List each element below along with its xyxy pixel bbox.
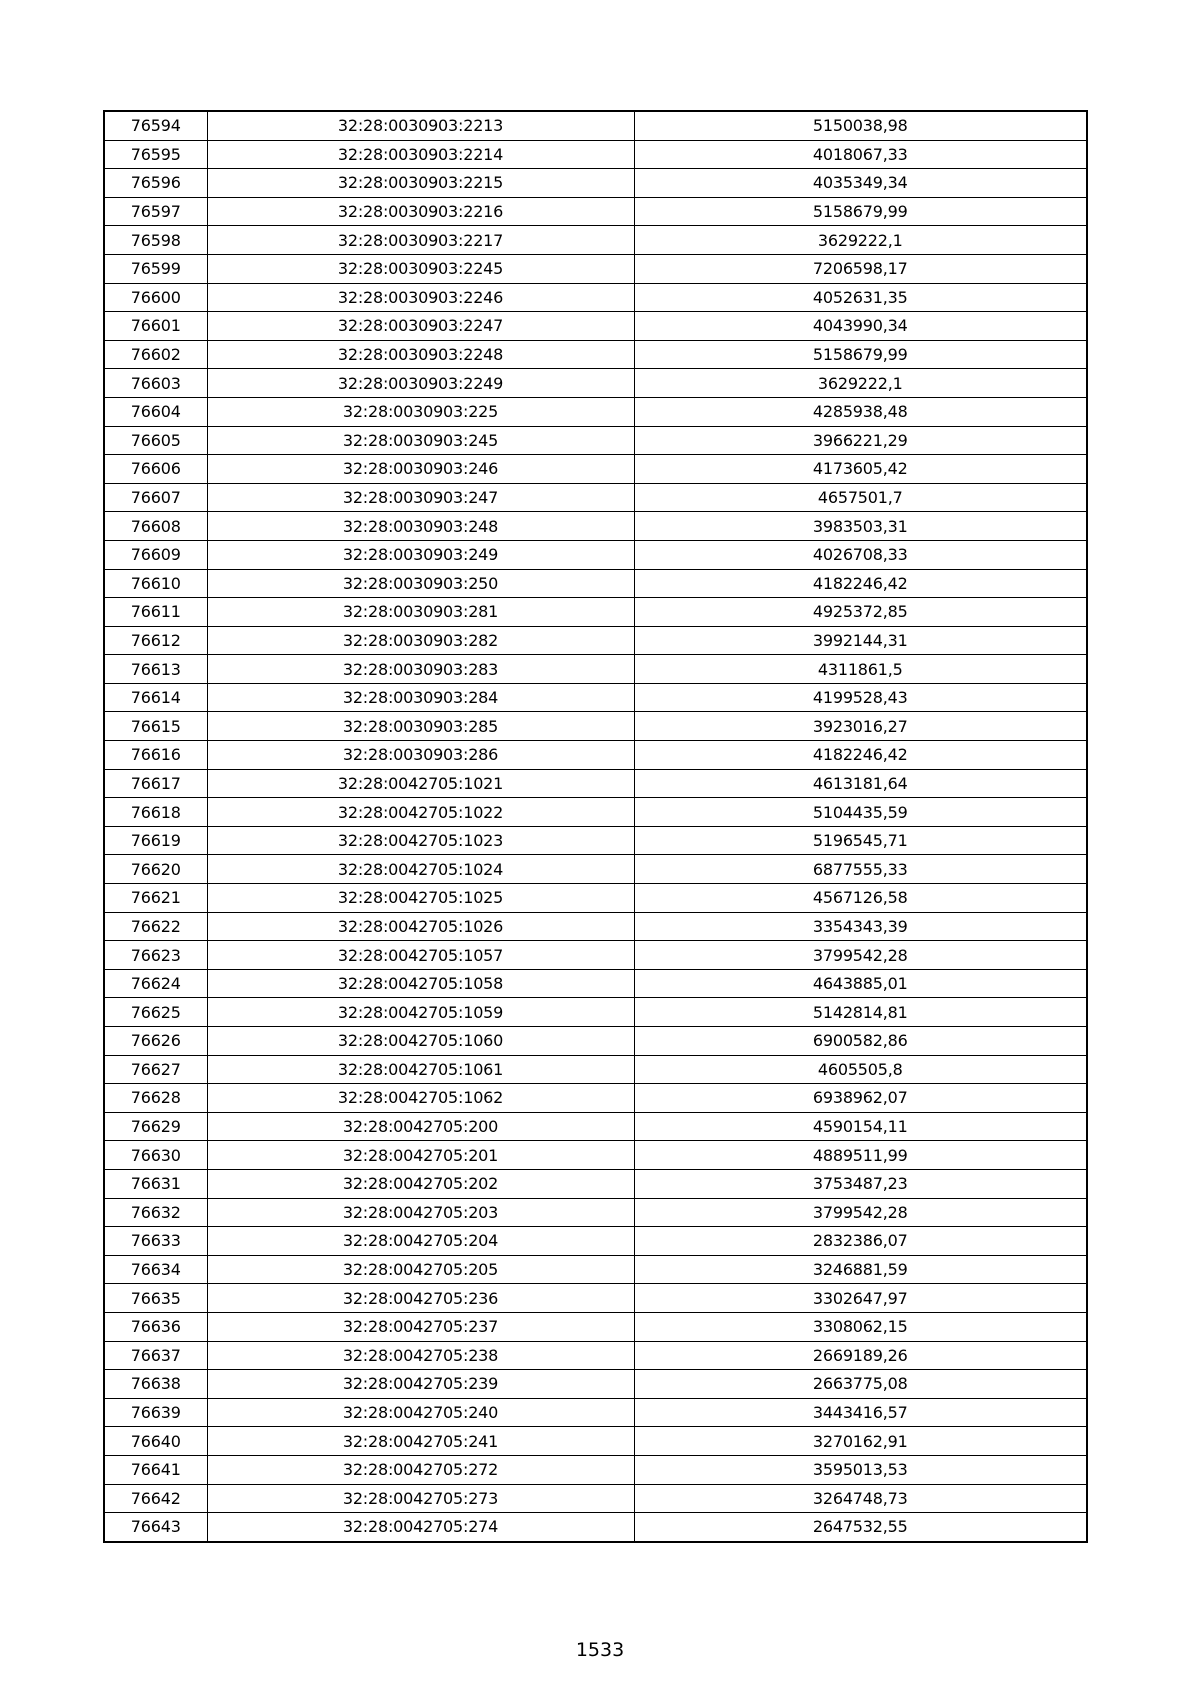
cadastral-value-cell: 3270162,91 [634,1427,1087,1456]
cadastral-number-cell: 32:28:0042705:201 [207,1141,634,1170]
cadastral-value-cell: 3354343,39 [634,912,1087,941]
table-row [104,197,1087,226]
table-row [104,111,1087,140]
cadastral-number-cell: 32:28:0030903:2217 [207,226,634,255]
cadastral-value-cell: 3753487,23 [634,1169,1087,1198]
cadastral-number-cell: 32:28:0030903:282 [207,626,634,655]
cadastral-value-cell: 4052631,35 [634,283,1087,312]
row-number-cell: 76638 [104,1370,207,1399]
cadastral-value-cell: 3302647,97 [634,1284,1087,1313]
cadastral-number-cell: 32:28:0030903:246 [207,455,634,484]
cadastral-value-cell: 4657501,7 [634,483,1087,512]
table-row [104,826,1087,855]
row-number-cell: 76642 [104,1484,207,1513]
table-row [104,1312,1087,1341]
cadastral-number-cell: 32:28:0042705:1024 [207,855,634,884]
cadastral-value-table [103,110,1088,1543]
cadastral-value-cell: 5104435,59 [634,798,1087,827]
cadastral-value-cell: 3629222,1 [634,226,1087,255]
table-row [104,369,1087,398]
row-number-cell: 76602 [104,340,207,369]
table-row [104,655,1087,684]
cadastral-number-cell: 32:28:0042705:1059 [207,998,634,1027]
cadastral-number-cell: 32:28:0030903:286 [207,741,634,770]
cadastral-number-cell: 32:28:0030903:2246 [207,283,634,312]
table-row [104,626,1087,655]
cadastral-value-cell: 4026708,33 [634,540,1087,569]
cadastral-value-cell: 2647532,55 [634,1513,1087,1542]
table-row [104,1284,1087,1313]
cadastral-number-cell: 32:28:0030903:248 [207,512,634,541]
cadastral-value-cell: 3923016,27 [634,712,1087,741]
cadastral-value-cell: 4035349,34 [634,169,1087,198]
cadastral-value-cell: 6938962,07 [634,1084,1087,1113]
table-row [104,512,1087,541]
table-row [104,1027,1087,1056]
cadastral-number-cell: 32:28:0042705:1023 [207,826,634,855]
cadastral-value-cell: 5150038,98 [634,111,1087,140]
row-number-cell: 76607 [104,483,207,512]
row-number-cell: 76616 [104,741,207,770]
row-number-cell: 76634 [104,1255,207,1284]
table-row [104,569,1087,598]
table-row [104,1370,1087,1399]
table-row [104,798,1087,827]
cadastral-number-cell: 32:28:0042705:203 [207,1198,634,1227]
cadastral-number-cell: 32:28:0030903:284 [207,683,634,712]
cadastral-value-cell: 6900582,86 [634,1027,1087,1056]
cadastral-value-cell: 4590154,11 [634,1112,1087,1141]
cadastral-number-cell: 32:28:0042705:1022 [207,798,634,827]
cadastral-value-cell: 7206598,17 [634,254,1087,283]
cadastral-value-cell: 3992144,31 [634,626,1087,655]
cadastral-value-cell: 5142814,81 [634,998,1087,1027]
row-number-cell: 76637 [104,1341,207,1370]
table-row [104,969,1087,998]
table-row [104,254,1087,283]
cadastral-number-cell: 32:28:0030903:225 [207,397,634,426]
row-number-cell: 76641 [104,1455,207,1484]
cadastral-value-cell: 2832386,07 [634,1227,1087,1256]
row-number-cell: 76618 [104,798,207,827]
table-row [104,1484,1087,1513]
cadastral-value-cell: 4285938,48 [634,397,1087,426]
row-number-cell: 76629 [104,1112,207,1141]
row-number-cell: 76615 [104,712,207,741]
table-row [104,1112,1087,1141]
cadastral-value-cell: 4043990,34 [634,312,1087,341]
table-row [104,1198,1087,1227]
cadastral-value-cell: 3595013,53 [634,1455,1087,1484]
cadastral-number-cell: 32:28:0042705:1058 [207,969,634,998]
cadastral-number-cell: 32:28:0030903:2214 [207,140,634,169]
cadastral-number-cell: 32:28:0042705:238 [207,1341,634,1370]
table-row [104,998,1087,1027]
cadastral-value-cell: 3264748,73 [634,1484,1087,1513]
cadastral-number-cell: 32:28:0030903:247 [207,483,634,512]
row-number-cell: 76610 [104,569,207,598]
row-number-cell: 76633 [104,1227,207,1256]
cadastral-number-cell: 32:28:0042705:1057 [207,941,634,970]
cadastral-value-cell: 6877555,33 [634,855,1087,884]
table-row [104,1169,1087,1198]
row-number-cell: 76627 [104,1055,207,1084]
row-number-cell: 76612 [104,626,207,655]
cadastral-number-cell: 32:28:0042705:205 [207,1255,634,1284]
cadastral-value-cell: 2669189,26 [634,1341,1087,1370]
row-number-cell: 76614 [104,683,207,712]
cadastral-value-cell: 4925372,85 [634,598,1087,627]
cadastral-number-cell: 32:28:0042705:274 [207,1513,634,1542]
cadastral-value-cell: 3443416,57 [634,1398,1087,1427]
cadastral-number-cell: 32:28:0030903:2249 [207,369,634,398]
cadastral-value-cell: 4173605,42 [634,455,1087,484]
cadastral-number-cell: 32:28:0042705:272 [207,1455,634,1484]
row-number-cell: 76626 [104,1027,207,1056]
cadastral-number-cell: 32:28:0042705:200 [207,1112,634,1141]
row-number-cell: 76628 [104,1084,207,1113]
row-number-cell: 76622 [104,912,207,941]
row-number-cell: 76640 [104,1427,207,1456]
cadastral-number-cell: 32:28:0030903:285 [207,712,634,741]
row-number-cell: 76598 [104,226,207,255]
cadastral-number-cell: 32:28:0042705:241 [207,1427,634,1456]
cadastral-number-cell: 32:28:0042705:1061 [207,1055,634,1084]
cadastral-number-cell: 32:28:0030903:2248 [207,340,634,369]
cadastral-value-cell: 4605505,8 [634,1055,1087,1084]
cadastral-number-cell: 32:28:0030903:2213 [207,111,634,140]
table-row [104,426,1087,455]
table-row [104,140,1087,169]
row-number-cell: 76606 [104,455,207,484]
cadastral-value-cell: 5158679,99 [634,197,1087,226]
row-number-cell: 76631 [104,1169,207,1198]
cadastral-number-cell: 32:28:0042705:237 [207,1312,634,1341]
row-number-cell: 76608 [104,512,207,541]
cadastral-number-cell: 32:28:0042705:202 [207,1169,634,1198]
cadastral-number-cell: 32:28:0030903:245 [207,426,634,455]
cadastral-value-cell: 3966221,29 [634,426,1087,455]
table-row [104,340,1087,369]
row-number-cell: 76595 [104,140,207,169]
table-row [104,483,1087,512]
cadastral-number-cell: 32:28:0030903:2215 [207,169,634,198]
cadastral-number-cell: 32:28:0042705:240 [207,1398,634,1427]
cadastral-value-cell: 3246881,59 [634,1255,1087,1284]
cadastral-value-cell: 3799542,28 [634,941,1087,970]
table-row [104,1084,1087,1113]
row-number-cell: 76604 [104,397,207,426]
table-row [104,1141,1087,1170]
table-row [104,855,1087,884]
table-row [104,169,1087,198]
row-number-cell: 76639 [104,1398,207,1427]
row-number-cell: 76635 [104,1284,207,1313]
cadastral-value-cell: 4567126,58 [634,884,1087,913]
row-number-cell: 76594 [104,111,207,140]
cadastral-number-cell: 32:28:0030903:250 [207,569,634,598]
table-row [104,1427,1087,1456]
row-number-cell: 76596 [104,169,207,198]
cadastral-value-cell: 5196545,71 [634,826,1087,855]
table-row [104,912,1087,941]
cadastral-number-cell: 32:28:0042705:1021 [207,769,634,798]
cadastral-value-cell: 3308062,15 [634,1312,1087,1341]
cadastral-value-cell: 4889511,99 [634,1141,1087,1170]
cadastral-value-cell: 4613181,64 [634,769,1087,798]
table-row [104,312,1087,341]
table-row [104,1055,1087,1084]
row-number-cell: 76620 [104,855,207,884]
cadastral-value-cell: 3629222,1 [634,369,1087,398]
row-number-cell: 76643 [104,1513,207,1542]
row-number-cell: 76609 [104,540,207,569]
row-number-cell: 76630 [104,1141,207,1170]
cadastral-value-cell: 3983503,31 [634,512,1087,541]
cadastral-number-cell: 32:28:0030903:2216 [207,197,634,226]
row-number-cell: 76597 [104,197,207,226]
cadastral-value-cell: 5158679,99 [634,340,1087,369]
table-row [104,455,1087,484]
cadastral-value-cell: 4182246,42 [634,569,1087,598]
row-number-cell: 76601 [104,312,207,341]
cadastral-value-cell: 4018067,33 [634,140,1087,169]
cadastral-value-cell: 3799542,28 [634,1198,1087,1227]
cadastral-number-cell: 32:28:0042705:204 [207,1227,634,1256]
table-row [104,226,1087,255]
cadastral-number-cell: 32:28:0042705:1026 [207,912,634,941]
cadastral-value-cell: 4182246,42 [634,741,1087,770]
cadastral-number-cell: 32:28:0042705:236 [207,1284,634,1313]
row-number-cell: 76613 [104,655,207,684]
table-row [104,397,1087,426]
cadastral-number-cell: 32:28:0030903:249 [207,540,634,569]
row-number-cell: 76636 [104,1312,207,1341]
table-row [104,712,1087,741]
cadastral-value-cell: 4643885,01 [634,969,1087,998]
table-row [104,1455,1087,1484]
cadastral-value-cell: 2663775,08 [634,1370,1087,1399]
cadastral-value-cell: 4311861,5 [634,655,1087,684]
row-number-cell: 76625 [104,998,207,1027]
row-number-cell: 76621 [104,884,207,913]
table-row [104,1255,1087,1284]
table-row [104,1227,1087,1256]
table-row [104,769,1087,798]
row-number-cell: 76600 [104,283,207,312]
table-row [104,283,1087,312]
cadastral-value-cell: 4199528,43 [634,683,1087,712]
row-number-cell: 76611 [104,598,207,627]
table-row [104,941,1087,970]
cadastral-number-cell: 32:28:0042705:239 [207,1370,634,1399]
row-number-cell: 76632 [104,1198,207,1227]
table-row [104,1398,1087,1427]
row-number-cell: 76624 [104,969,207,998]
cadastral-number-cell: 32:28:0042705:1060 [207,1027,634,1056]
cadastral-number-cell: 32:28:0042705:1025 [207,884,634,913]
table-row [104,540,1087,569]
page-number: 1533 [575,1639,625,1661]
cadastral-number-cell: 32:28:0030903:281 [207,598,634,627]
cadastral-number-cell: 32:28:0030903:2245 [207,254,634,283]
row-number-cell: 76603 [104,369,207,398]
cadastral-number-cell: 32:28:0042705:1062 [207,1084,634,1113]
table-row [104,683,1087,712]
table-row [104,1513,1087,1542]
row-number-cell: 76619 [104,826,207,855]
table-body [104,111,1087,1542]
table-row [104,741,1087,770]
cadastral-number-cell: 32:28:0030903:2247 [207,312,634,341]
row-number-cell: 76599 [104,254,207,283]
table-row [104,1341,1087,1370]
cadastral-number-cell: 32:28:0030903:283 [207,655,634,684]
row-number-cell: 76605 [104,426,207,455]
cadastral-number-cell: 32:28:0042705:273 [207,1484,634,1513]
table-row [104,884,1087,913]
table-row [104,598,1087,627]
row-number-cell: 76623 [104,941,207,970]
row-number-cell: 76617 [104,769,207,798]
